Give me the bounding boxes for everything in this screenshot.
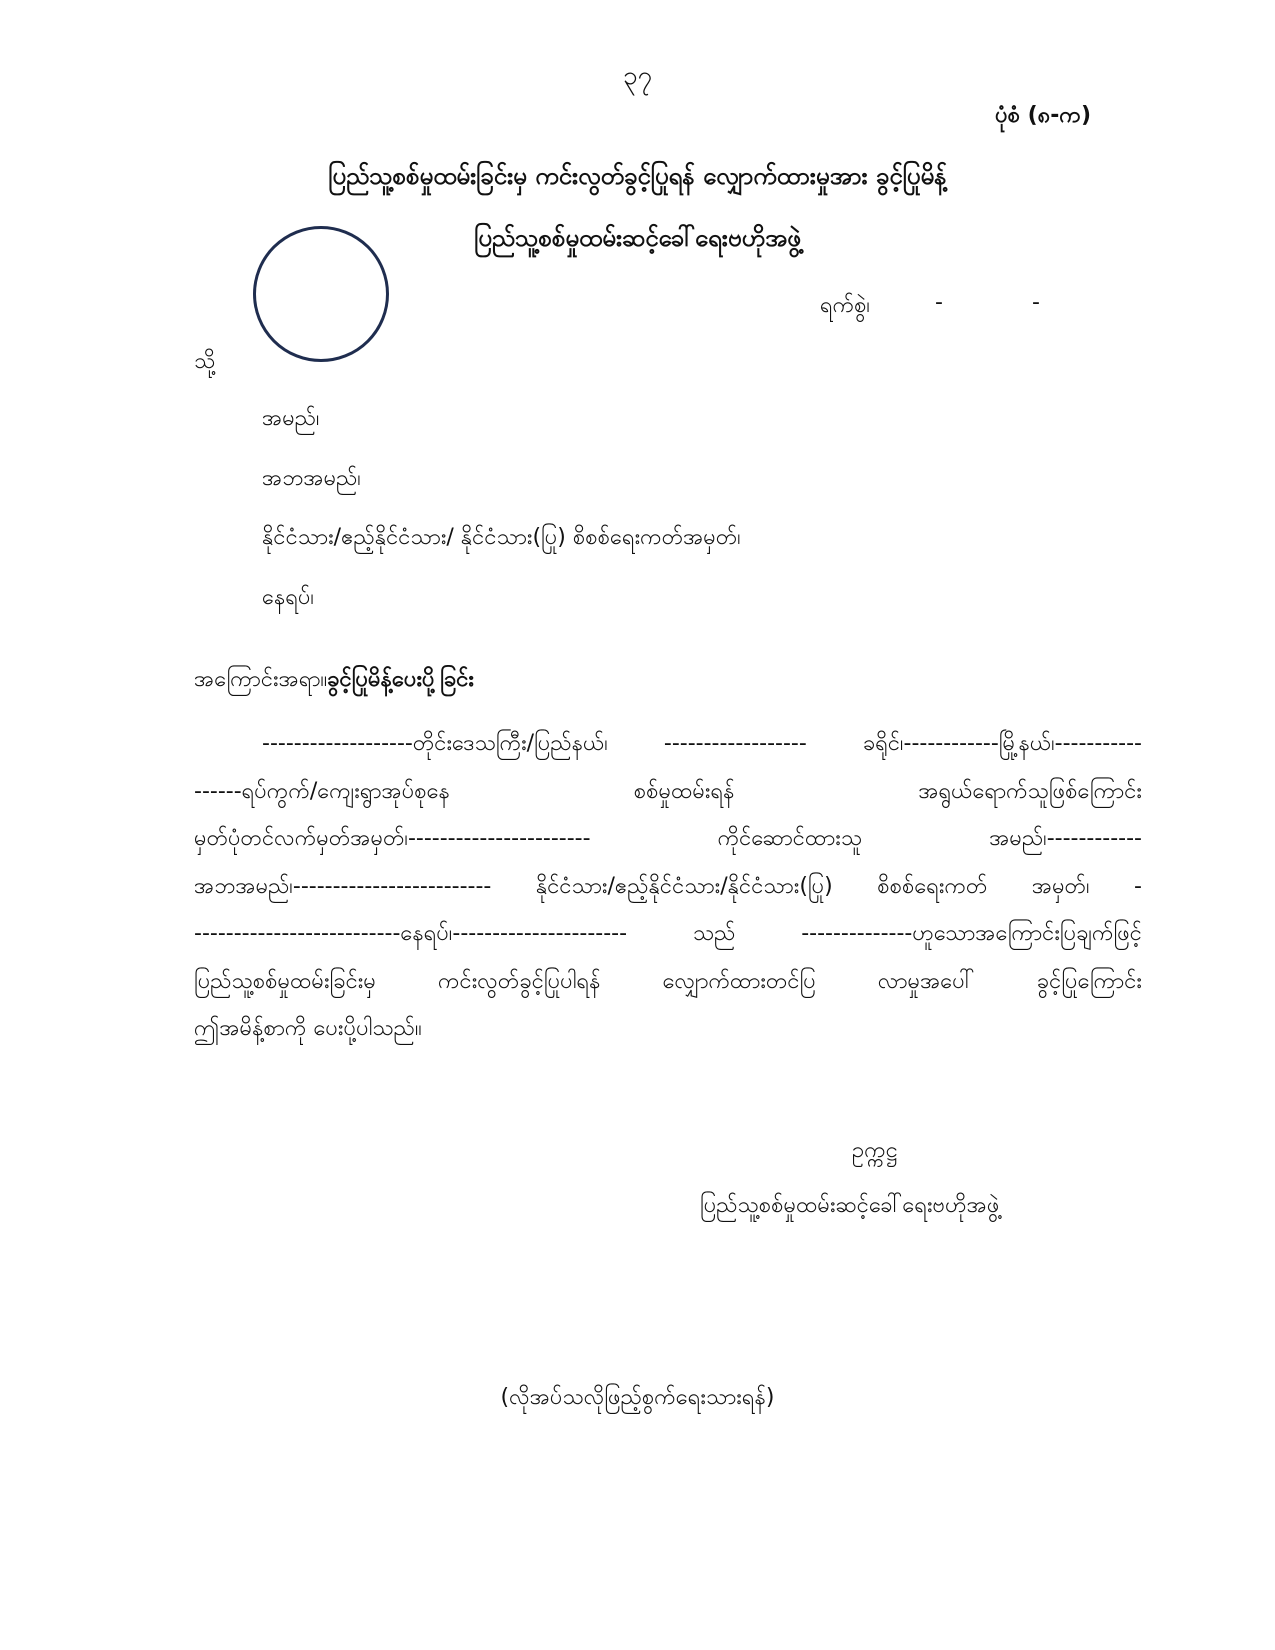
father-name-label: အဘအမည်၊ [262, 466, 361, 491]
subject-label: အကြောင်းအရာ။ [194, 667, 328, 692]
body-paragraph [194, 720, 1142, 1053]
body-line: ပြည်သူ့စစ်မှုထမ်းခြင်းမှ ကင်းလွတ်ခွင့်ပြုပါရန် လျှောက်ထားတင်ပြ လာမှုအပေါ် ခွင့်ပြုကြောင်း [194, 968, 1142, 994]
signer-title: ဥက္ကဋ္ဌ [852, 1138, 898, 1163]
date-separator: - [935, 290, 943, 315]
body-line: ------ရပ်ကွက်/ကျေးရွာအုပ်စုနေ စစ်မှုထမ်းရန် အရွယ်ရောက်သူဖြစ်ကြောင်း [194, 778, 1142, 804]
body-line: ဤအမိန့်စာကို ပေးပို့ပါသည်။ [194, 1016, 422, 1041]
signer-organization: ပြည်သူ့စစ်မှုထမ်းဆင့်ခေါ်ရေးဗဟိုအဖွဲ့ [700, 1193, 1000, 1218]
body-line: --------------------------နေရပ်၊---------------------- သည် --------------ဟူသောအကြောင်းပြချက်ဖြင့် [194, 921, 1142, 946]
document-title: ပြည်သူ့စစ်မှုထမ်းခြင်းမှ ကင်းလွတ်ခွင့်ပြုရန် လျှောက်ထားမှုအား ခွင့်ပြုမိန့် [328, 162, 947, 190]
body-line: -------------------တိုင်းဒေသကြီး/ပြည်နယ်၊ ------------------ ခရိုင်၊------------မြို့နယ်၊----------- [262, 731, 1142, 756]
official-seal-circle [253, 226, 389, 362]
footer-note: (လိုအပ်သလိုဖြည့်စွက်ရေးသားရန်) [500, 1385, 775, 1410]
subject-line [194, 664, 474, 697]
body-line: မှတ်ပုံတင်လက်မှတ်အမှတ်၊----------------------- ကိုင်ဆောင်ထားသူ အမည်၊------------ [194, 826, 1142, 851]
date-label: ရက်စွဲ၊ [820, 293, 871, 318]
subject-value: ခွင့်ပြုမိန့်ပေးပို့ခြင်း [327, 667, 474, 692]
name-label: အမည်၊ [262, 406, 320, 431]
body-line: အဘအမည်၊------------------------- နိုင်ငံသား/ဧည့်နိုင်ငံသား/နိုင်ငံသား(ပြု) စိစစ်ရေးကတ် အမှတ်၊ - [194, 873, 1142, 899]
issuing-authority: ပြည်သူ့စစ်မှုထမ်းဆင့်ခေါ်ရေးဗဟိုအဖွဲ့ [474, 224, 801, 252]
page-number: ၃၇ [622, 61, 653, 91]
form-number: ပုံစံ (၈-က) [995, 103, 1091, 128]
to-label: သို့ [194, 349, 216, 374]
address-label: နေရပ်၊ [262, 585, 314, 610]
id-card-label: နိုင်ငံသား/ဧည့်နိုင်ငံသား/ နိုင်ငံသား(ပြု) စိစစ်ရေးကတ်အမှတ်၊ [262, 525, 741, 550]
date-separator: - [1032, 290, 1040, 315]
